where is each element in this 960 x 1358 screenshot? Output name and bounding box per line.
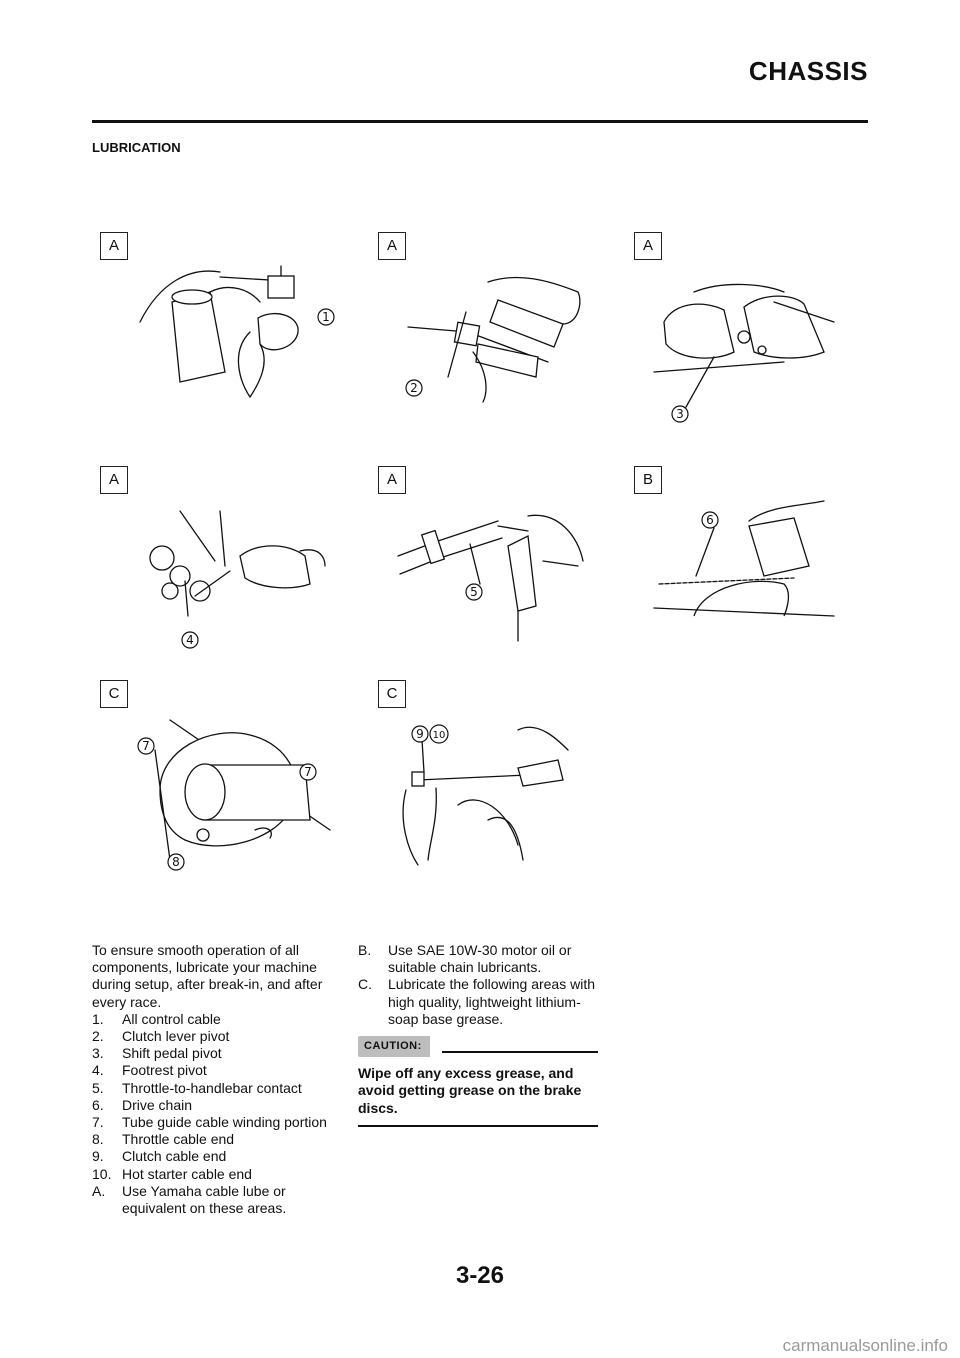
- list-item: 4. Footrest pivot: [92, 1062, 207, 1079]
- callout-2: [404, 378, 424, 398]
- illustration-throttle: [378, 466, 608, 656]
- list-item: 3. Shift pedal pivot: [92, 1045, 222, 1062]
- illustration-drive-chain: [634, 466, 864, 656]
- list-item: 1. All control cable: [92, 1010, 221, 1027]
- illustration-cable-ends: [378, 680, 608, 880]
- figure-label: A: [378, 232, 406, 260]
- text-column-left: [92, 942, 332, 1217]
- page-subtitle: LUBRICATION: [92, 140, 181, 155]
- figure-drive-chain: [634, 466, 864, 656]
- figure-label: A: [100, 466, 128, 494]
- svg-text:1: 1: [322, 310, 330, 324]
- svg-text:9: 9: [416, 727, 424, 741]
- figure-label: A: [378, 466, 406, 494]
- watermark: carmanualsonline.info: [782, 1336, 948, 1355]
- svg-text:10: 10: [432, 730, 446, 741]
- figure-cable-ends: [378, 680, 608, 880]
- callout-7b: [298, 762, 318, 782]
- svg-text:2: 2: [410, 381, 418, 395]
- callout-3: [670, 404, 690, 424]
- list-item: C. Lubricate the following areas with high quality, lightweight lithium-soap base grease.: [358, 976, 596, 1027]
- section-title: CHASSIS: [748, 56, 868, 86]
- list-item: A. Use Yamaha cable lube or equivalent on these areas.: [92, 1182, 287, 1217]
- illustration-shift-pedal: [634, 232, 864, 422]
- caution-rule: [442, 1051, 598, 1053]
- callout-9-10: [410, 724, 450, 744]
- figure-shift-pedal: [634, 232, 864, 422]
- callout-1: [316, 307, 336, 327]
- svg-text:4: 4: [186, 633, 194, 647]
- page-number: 3-26: [455, 1262, 505, 1289]
- illustration-footrest: [100, 466, 350, 656]
- callout-8: [166, 852, 186, 872]
- list-item: 2. Clutch lever pivot: [92, 1028, 230, 1045]
- intro-paragraph: To ensure smooth operation of all components, lubricate your machine during setup, after break-in, and after every race.: [92, 942, 323, 1010]
- figure-throttle: [378, 466, 608, 656]
- list-item: 9. Clutch cable end: [92, 1148, 227, 1165]
- figure-tube-guide: [100, 680, 350, 880]
- svg-text:7: 7: [142, 739, 150, 753]
- header-rule: [92, 120, 868, 123]
- callout-7a: [136, 736, 156, 756]
- callout-5: [464, 582, 484, 602]
- figure-label: C: [378, 680, 406, 708]
- list-item: 5. Throttle-to-handlebar contact: [92, 1079, 302, 1096]
- figure-clutch-lever: [378, 232, 608, 422]
- list-item: 7. Tube guide cable winding portion: [92, 1114, 327, 1131]
- callout-6: [700, 510, 720, 530]
- callout-4: [180, 630, 200, 650]
- list-item: 10. Hot starter cable end: [92, 1165, 252, 1182]
- illustration-cable-lube: [100, 232, 350, 422]
- svg-text:5: 5: [470, 585, 478, 599]
- list-item: 6. Drive chain: [92, 1096, 193, 1113]
- svg-text:3: 3: [676, 407, 684, 421]
- figure-control-cable: [100, 232, 350, 422]
- svg-text:8: 8: [172, 855, 180, 869]
- figure-label: C: [100, 680, 128, 708]
- caution-text: Wipe off any excess grease, and avoid getting grease on the brake discs.: [358, 1065, 598, 1127]
- svg-text:7: 7: [304, 765, 312, 779]
- list-item: B. Use SAE 10W-30 motor oil or suitable chain lubricants.: [358, 942, 572, 976]
- text-column-right: [358, 942, 598, 1127]
- figure-label: B: [634, 466, 662, 494]
- caution-box: [358, 1036, 598, 1127]
- svg-text:6: 6: [706, 513, 714, 527]
- figure-label: A: [634, 232, 662, 260]
- figure-footrest: [100, 466, 350, 656]
- figure-label: A: [100, 232, 128, 260]
- caution-label: CAUTION:: [358, 1036, 430, 1057]
- list-item: 8. Throttle cable end: [92, 1131, 235, 1148]
